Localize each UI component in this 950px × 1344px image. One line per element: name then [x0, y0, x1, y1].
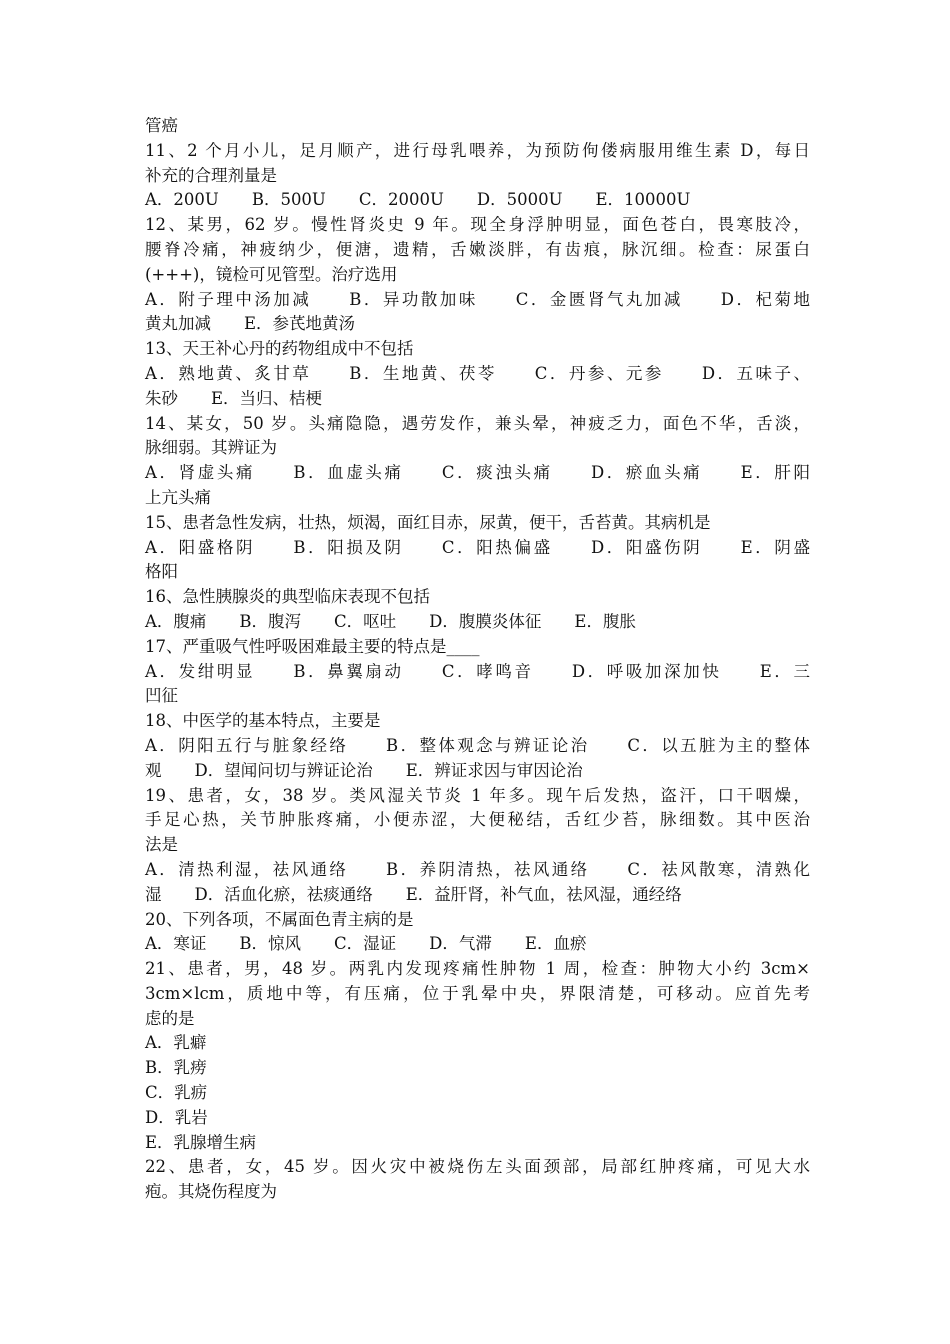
question-16-stem: 16、急性胰腺炎的典型临床表现不包括	[145, 587, 430, 607]
question-11-stem-line-1: 11、2 个月小儿，足月顺产，进行母乳喂养，为预防佝偻病服用维生素 D，每日	[145, 140, 810, 160]
question-19-stem-line-2: 手足心热，关节肿胀疼痛，小便赤涩，大便秘结，舌红少苔，脉细数。其中医治	[145, 810, 810, 830]
question-12-stem-line-1: 12、某男，62 岁。慢性肾炎史 9 年。现全身浮肿明显，面色苍白，畏寒肢冷，	[145, 215, 810, 235]
question-21-stem-line-2: 3cm×lcm，质地中等，有压痛，位于乳晕中央，界限清楚，可移动。应首先考	[145, 983, 810, 1003]
question-13-stem: 13、天王补心丹的药物组成中不包括	[145, 339, 414, 359]
question-21-option-a: A．乳癖	[145, 1033, 207, 1053]
question-13-options-line-2: 朱砂 E．当归、桔梗	[145, 388, 323, 408]
question-21-option-b: B．乳痨	[145, 1058, 207, 1078]
question-19-stem-line-3: 法是	[145, 835, 178, 855]
question-21-stem-line-1: 21、患者，男，48 岁。两乳内发现疼痛性肿物 1 周，检查：肿物大小约 3cm×	[145, 959, 810, 979]
question-12-stem-line-3: (+++)，镜检可见管型。治疗选用	[145, 264, 398, 284]
question-12-stem-line-2: 腰脊冷痛，神疲纳少，便溏，遗精，舌嫩淡胖，有齿痕，脉沉细。检查：尿蛋白	[145, 239, 810, 259]
question-11-stem-line-2: 补充的合理剂量是	[145, 165, 277, 185]
question-15-stem: 15、患者急性发病，壮热，烦渴，面红目赤，尿黄，便干，舌苔黄。其病机是	[145, 512, 711, 532]
question-22-stem-line-2: 疱。其烧伤程度为	[145, 1182, 277, 1202]
question-13-options-line-1: A．熟地黄、炙甘草 B．生地黄、茯苓 C．丹参、元参 D．五味子、	[145, 363, 810, 383]
question-18-options-line-2: 观 D．望闻问切与辨证论治 E．辨证求因与审因论治	[145, 760, 583, 780]
question-15-options-line-1: A．阳盛格阴 B．阳损及阴 C．阳热偏盛 D．阳盛伤阴 E．阴盛	[145, 537, 810, 557]
document-page	[145, 114, 810, 1205]
question-18-options-line-1: A．阴阳五行与脏象经络 B．整体观念与辨证论治 C．以五脏为主的整体	[145, 735, 810, 755]
question-21-option-d: D．乳岩	[145, 1107, 208, 1127]
question-12-options-line-2: 黄丸加减 E．参芪地黄汤	[145, 314, 356, 334]
question-17-options-line-2: 凹征	[145, 686, 178, 706]
question-22-stem-line-1: 22、患者，女，45 岁。因火灾中被烧伤左头面颈部，局部红肿疼痛，可见大水	[145, 1157, 810, 1177]
question-18-stem: 18、中医学的基本特点，主要是	[145, 711, 381, 731]
question-12-options-line-1: A．附子理中汤加减 B．异功散加味 C．金匮肾气丸加减 D．杞菊地	[145, 289, 810, 309]
text-line-continuation: 管癌	[145, 116, 178, 135]
question-19-options-line-2: 湿 D．活血化瘀，祛痰通络 E．益肝肾，补气血，祛风湿，通经络	[145, 884, 682, 904]
question-19-options-line-1: A．清热利湿，祛风通络 B．养阴清热，祛风通络 C．祛风散寒，清熟化	[145, 859, 810, 879]
question-21-option-e: E．乳腺增生病	[145, 1132, 257, 1152]
question-20-options: A．寒证 B．惊风 C．湿证 D．气滞 E．血瘀	[145, 934, 587, 954]
question-19-stem-line-1: 19、患者，女，38 岁。类风湿关节炎 1 年多。现午后发热，盗汗，口干咽燥，	[145, 785, 810, 805]
question-11-options: A．200U B．500U C．2000U D．5000U E．10000U	[145, 190, 691, 210]
question-17-options-line-1: A．发绀明显 B．鼻翼扇动 C．哮鸣音 D．呼吸加深加快 E．三	[145, 661, 810, 681]
question-21-option-c: C．乳疬	[145, 1083, 208, 1103]
question-17-stem: 17、严重吸气性呼吸困难最主要的特点是____	[145, 636, 480, 656]
question-14-stem-line-1: 14、某女，50 岁。头痛隐隐，遇劳发作，兼头晕，神疲乏力，面色不华，舌淡，	[145, 413, 810, 433]
question-15-options-line-2: 格阳	[145, 562, 178, 582]
question-14-options-line-1: A．肾虚头痛 B．血虚头痛 C．痰浊头痛 D．瘀血头痛 E．肝阳	[145, 463, 810, 483]
question-20-stem: 20、下列各项，不属面色青主病的是	[145, 909, 414, 929]
question-14-options-line-2: 上亢头痛	[145, 487, 211, 507]
question-21-stem-line-3: 虑的是	[145, 1008, 195, 1028]
question-16-options: A．腹痛 B．腹泻 C．呕吐 D．腹膜炎体征 E．腹胀	[145, 611, 636, 631]
question-14-stem-line-2: 脉细弱。其辨证为	[145, 438, 277, 458]
